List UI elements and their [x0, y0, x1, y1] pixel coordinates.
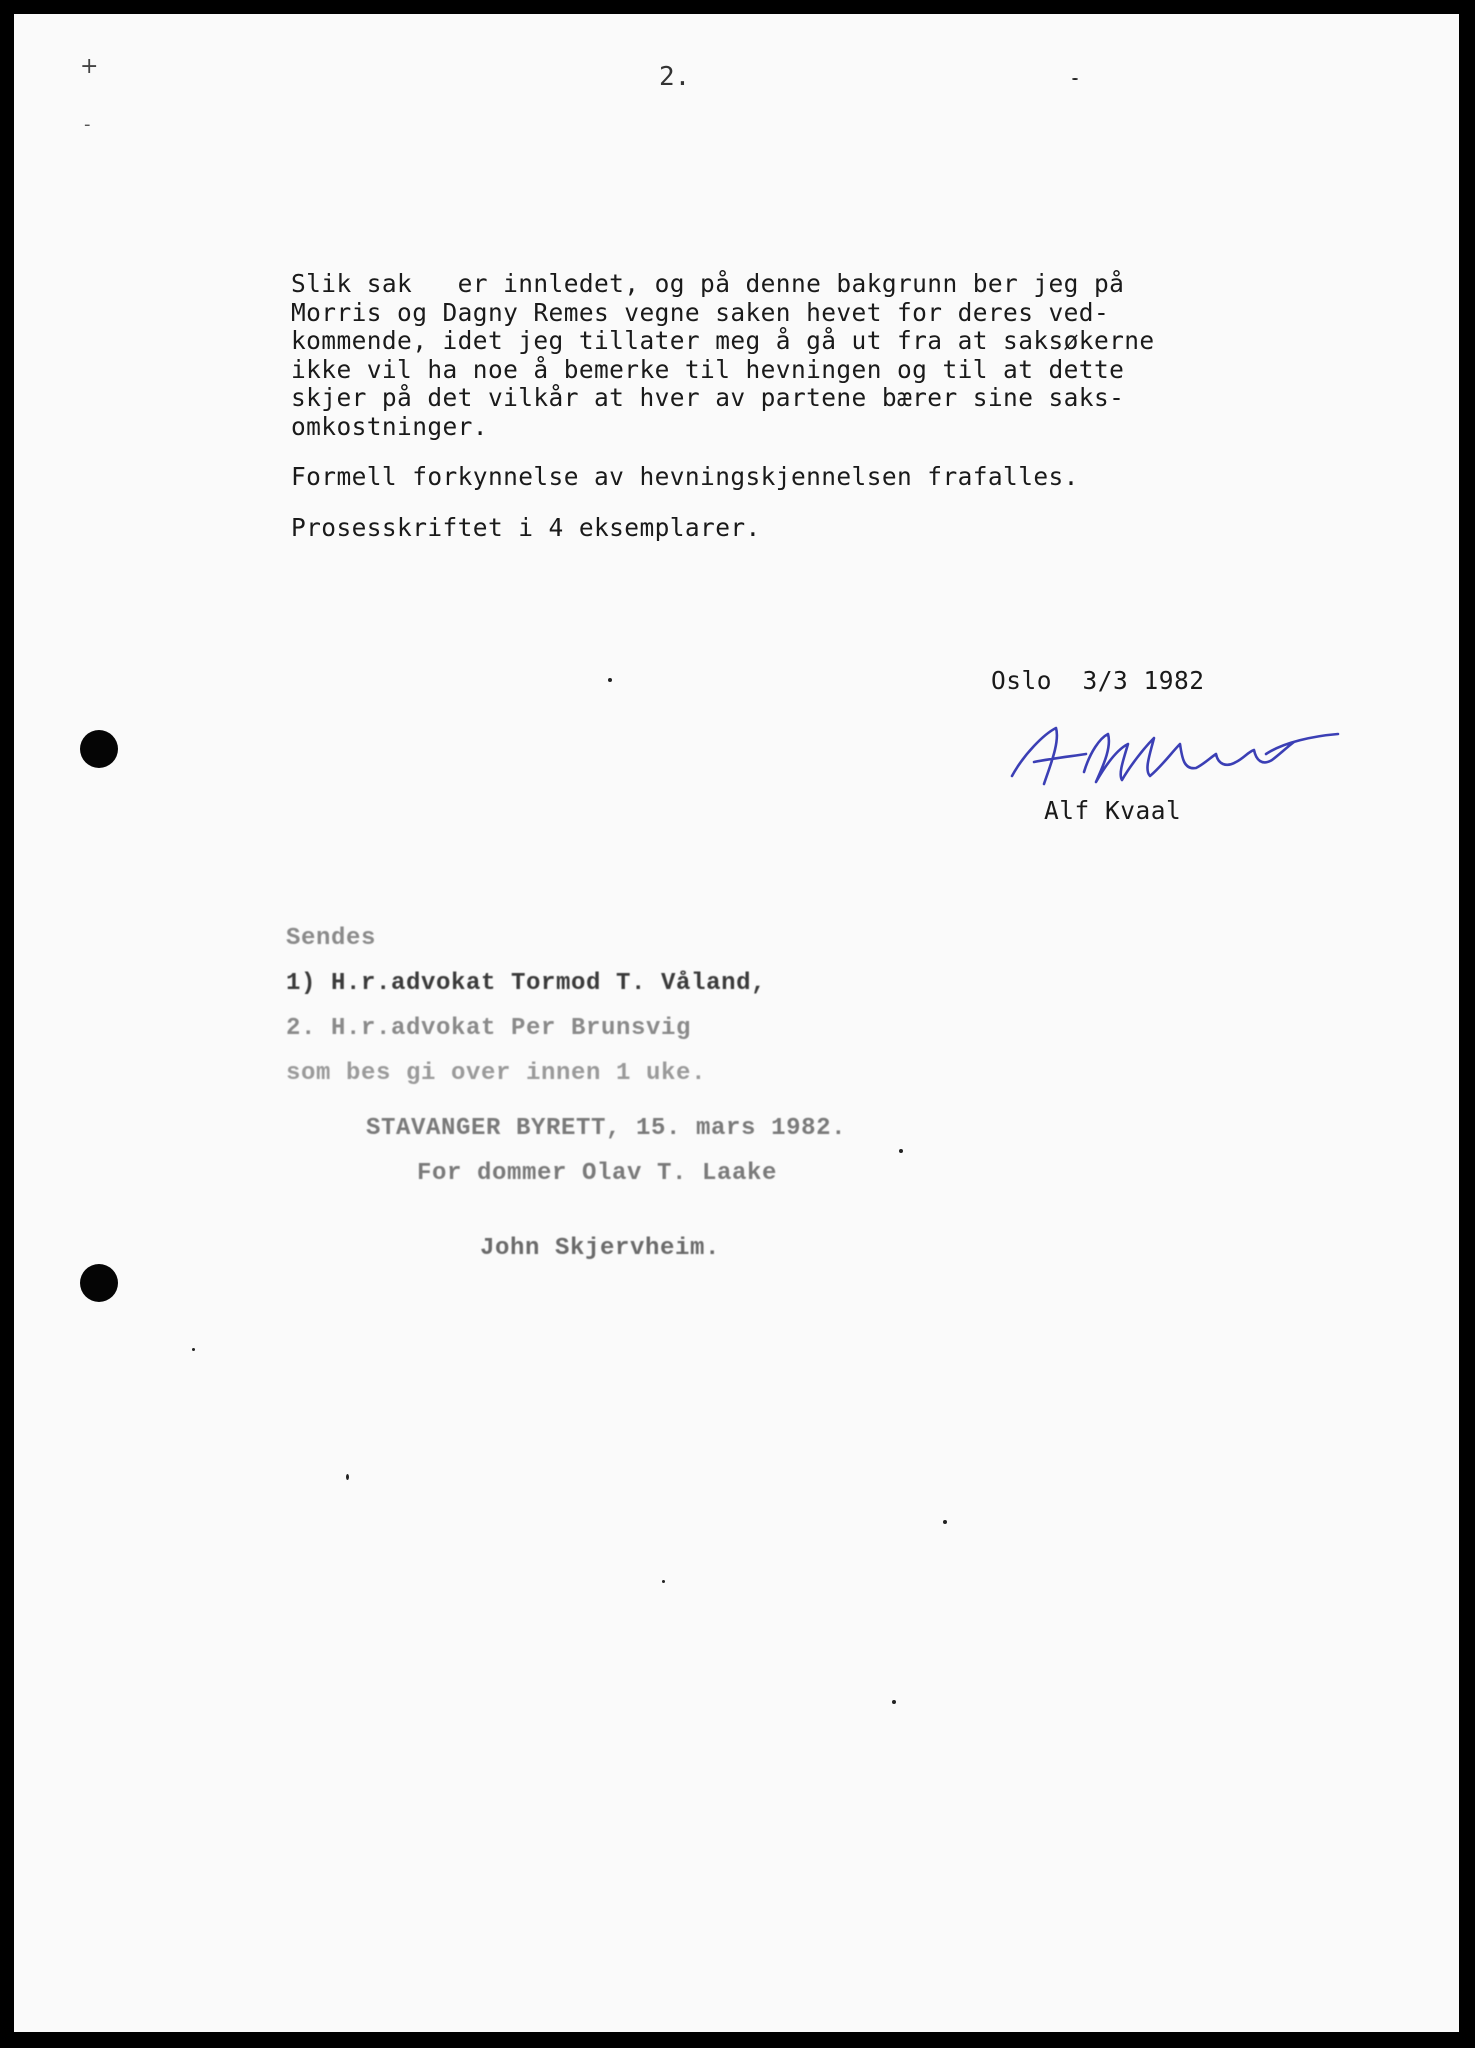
paragraph-service-waived: Formell forkynnelse av hevningskjennelsen frafalles. — [291, 462, 1079, 491]
paper-speck — [192, 1348, 195, 1351]
stamp-judge: For dommer Olav T. Laake — [417, 1160, 778, 1187]
paper-speck — [1072, 78, 1078, 80]
paper-speck — [892, 1700, 896, 1704]
body-line: ikke vil ha noe å bemerke til hevningen og til at dette — [291, 354, 1125, 384]
body-line: Slik sak er innledet, og på denne bakgrunn ber jeg på — [291, 269, 1125, 298]
paragraph-gap — [291, 441, 1291, 463]
corner-mark: - — [84, 114, 91, 135]
handwritten-signature — [1004, 714, 1344, 804]
letter-body — [291, 270, 1291, 542]
stamp-court-date: STAVANGER BYRETT, 15. mars 1982. — [366, 1115, 847, 1142]
stamp-recipient-2: 2. H.r.advokat Per Brunsvig — [286, 1015, 692, 1042]
signer-name: Alf Kvaal — [1044, 796, 1182, 825]
page-number: 2. — [659, 62, 691, 92]
paper-speck — [346, 1474, 349, 1480]
paragraph-gap — [291, 492, 1291, 514]
paragraph-copies: Prosesskriftet i 4 eksemplarer. — [291, 512, 761, 542]
date-line: Oslo 3/3 1982 — [991, 666, 1205, 695]
stamp-clerk: John Skjervheim. — [480, 1235, 721, 1262]
corner-mark: + — [80, 54, 99, 79]
paper-speck — [662, 1580, 665, 1583]
stamp-sendes: Sendes — [286, 925, 377, 952]
body-line: kommende, idet jeg tillater meg å gå ut fra at saksøkerne — [291, 326, 1155, 355]
body-line: skjer på det vilkår at hver av partene bærer sine saks- — [291, 383, 1125, 412]
paper-speck — [899, 1149, 903, 1153]
stamp-instruction: som bes gi over innen 1 uke. — [286, 1060, 707, 1087]
punch-hole — [80, 1264, 118, 1302]
stamp-recipient-1: 1) H.r.advokat Tormod T. Våland, — [286, 970, 767, 997]
body-line: Morris og Dagny Remes vegne saken hevet for deres ved- — [291, 297, 1110, 327]
paper-speck — [608, 678, 612, 682]
body-line: omkostninger. — [291, 411, 488, 441]
punch-hole — [80, 730, 118, 768]
paper-speck — [943, 1520, 947, 1524]
document-page — [14, 14, 1459, 2032]
